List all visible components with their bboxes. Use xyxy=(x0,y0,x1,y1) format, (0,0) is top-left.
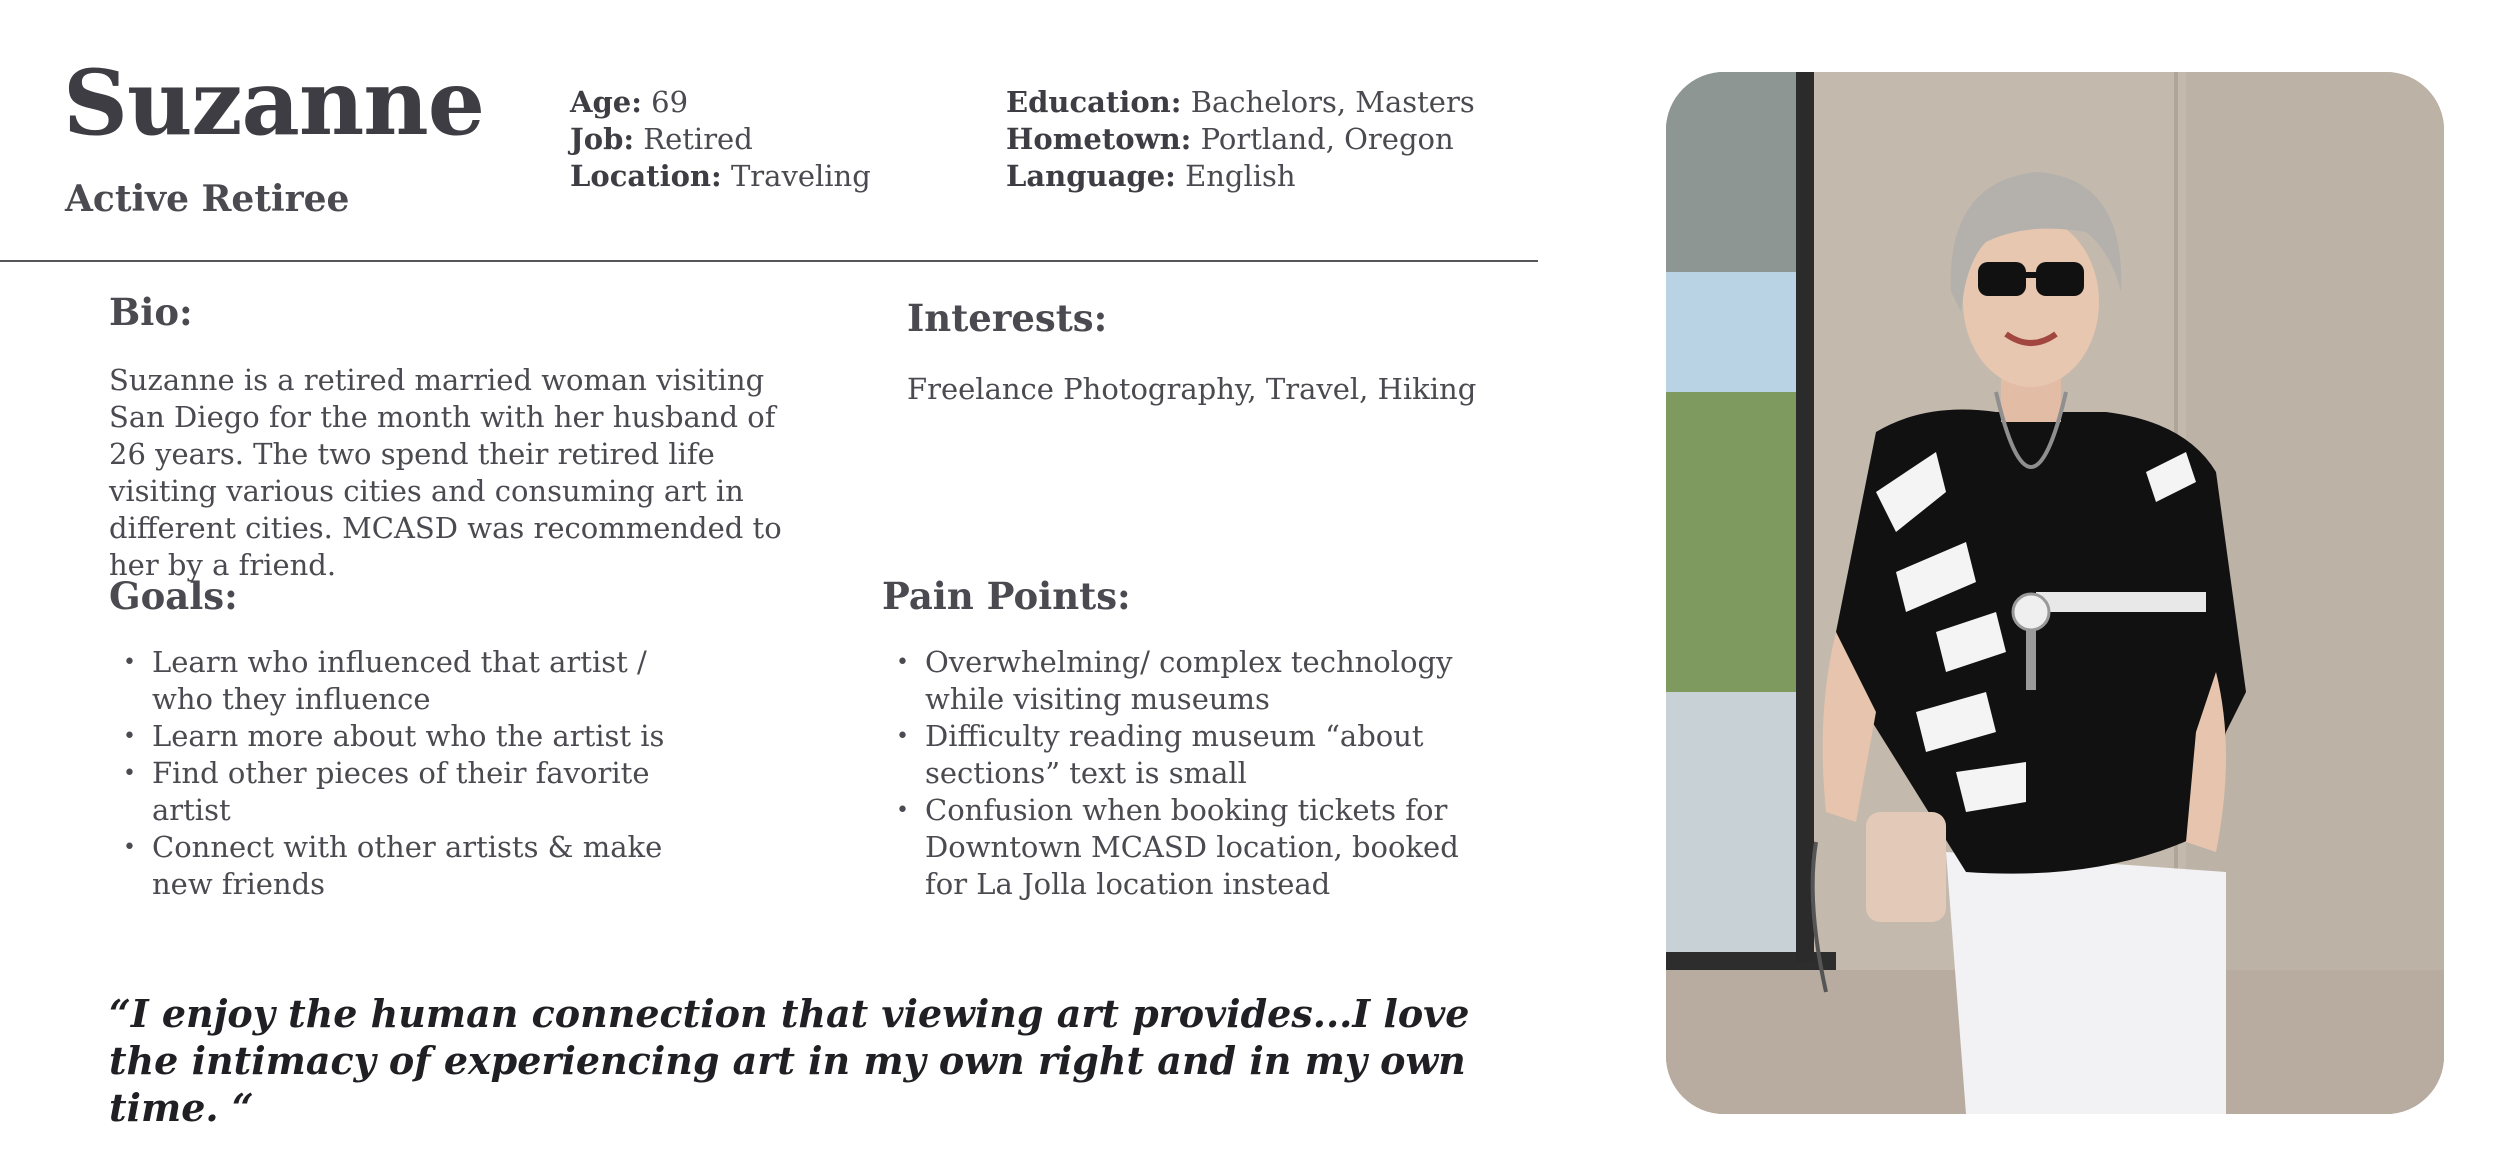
fact-label: Age: xyxy=(570,85,642,119)
fact-value: Bachelors, Masters xyxy=(1190,85,1475,119)
bio-heading: Bio: xyxy=(109,290,193,334)
persona-role: Active Retiree xyxy=(65,178,350,220)
fact-value: 69 xyxy=(651,85,689,119)
fact-age xyxy=(570,84,871,121)
goal-item: • Learn who influenced that artist / who they influence xyxy=(109,644,709,718)
fact-hometown xyxy=(1006,121,1475,158)
fact-label: Location: xyxy=(570,159,722,193)
fact-value: Retired xyxy=(643,122,753,156)
goal-item: • Find other pieces of their favorite artist xyxy=(109,755,709,829)
goals-heading: Goals: xyxy=(109,574,238,618)
fact-value: Traveling xyxy=(730,159,871,193)
demographics-left xyxy=(570,84,871,195)
fact-language xyxy=(1006,158,1475,195)
interests-text: Freelance Photography, Travel, Hiking xyxy=(907,372,1477,406)
fact-location xyxy=(570,158,871,195)
bio-text: Suzanne is a retired married woman visiting San Diego for the month with her husband of 26 years. The two spend their retired life visiting various cities and consuming art in different cities. MCASD was recommended to her by a friend. xyxy=(109,363,782,582)
fact-job xyxy=(570,121,871,158)
pain-point-item: • Confusion when booking tickets for Downtown MCASD location, booked for La Jolla location instead xyxy=(882,792,1502,903)
fact-label: Job: xyxy=(570,122,635,156)
fact-label: Language: xyxy=(1006,159,1176,193)
goal-item: • Connect with other artists & make new friends xyxy=(109,829,709,903)
fact-value: Portland, Oregon xyxy=(1200,122,1454,156)
fact-label: Hometown: xyxy=(1006,122,1192,156)
persona-name: Suzanne xyxy=(63,50,484,156)
header-divider xyxy=(0,260,1538,262)
persona-photo xyxy=(1666,72,2444,1114)
pain-point-item: • Overwhelming/ complex technology while visiting museums xyxy=(882,644,1502,718)
goals-list xyxy=(109,644,709,903)
persona-quote: “I enjoy the human connection that viewing art provides...I love the intimacy of experiencing art in my own right and in my own time. “ xyxy=(109,991,1470,1130)
fact-education xyxy=(1006,84,1475,121)
fact-label: Education: xyxy=(1006,85,1182,119)
pain-points-heading: Pain Points: xyxy=(882,574,1131,618)
interests-heading: Interests: xyxy=(907,296,1108,340)
pain-point-item: • Difficulty reading museum “about sections” text is small xyxy=(882,718,1502,792)
goal-item: • Learn more about who the artist is xyxy=(109,718,709,755)
demographics-right xyxy=(1006,84,1475,195)
fact-value: English xyxy=(1185,159,1296,193)
pain-points-list xyxy=(882,644,1502,903)
